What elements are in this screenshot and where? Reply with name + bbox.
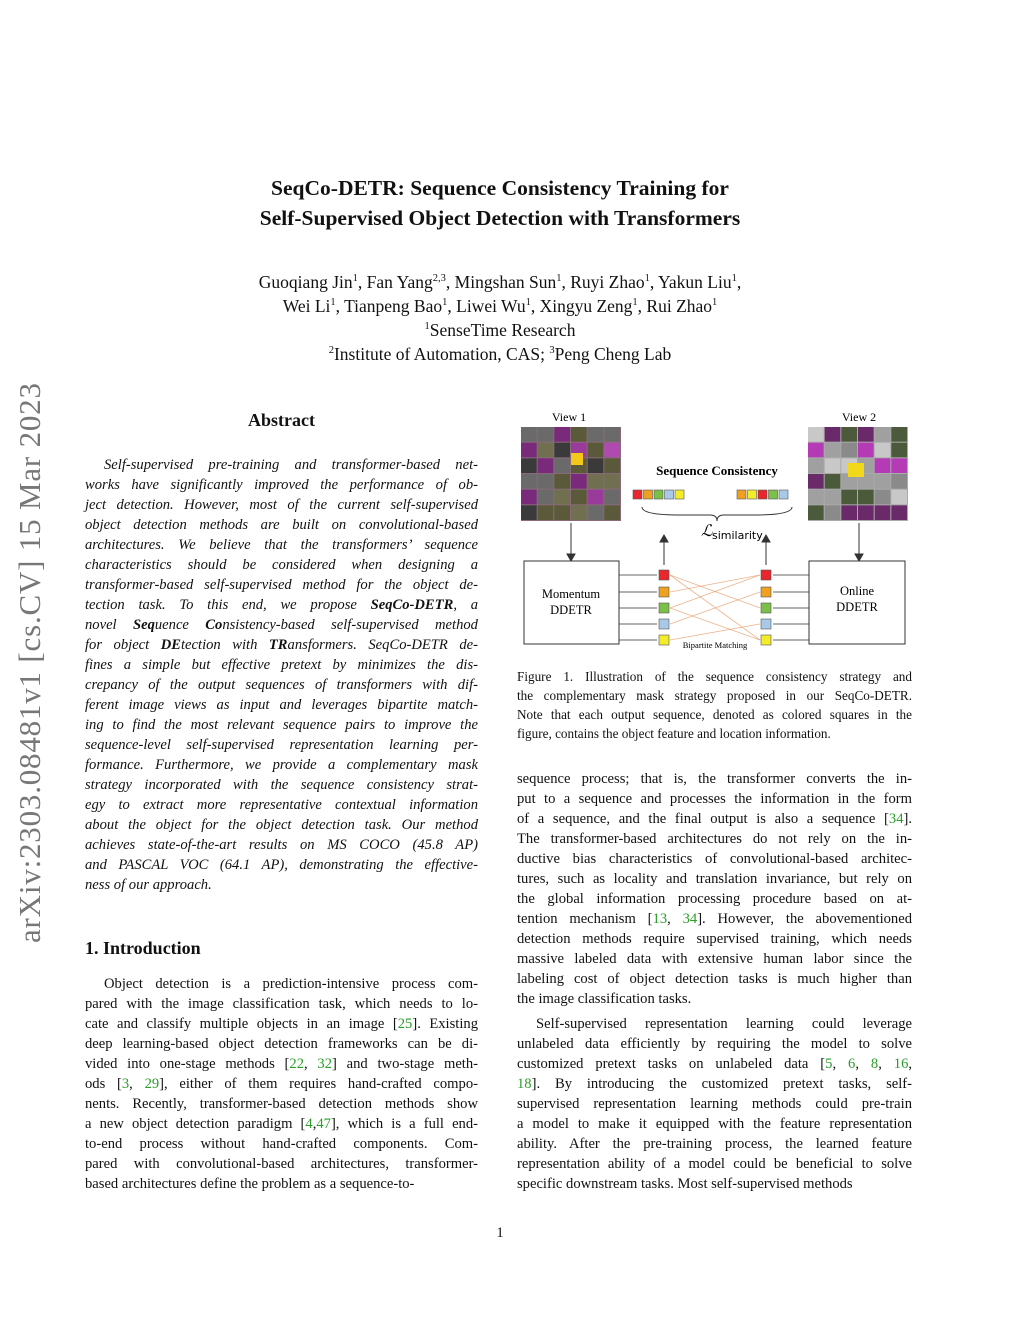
right-p1-line: ductive bias characteristics of convolutional-based architec- — [517, 851, 912, 867]
right-p2-line: representation ability of a model could be beneficial to solve — [517, 1156, 912, 1172]
mosaic-tile — [808, 427, 824, 442]
mosaic-tile — [858, 505, 874, 520]
author-line-2 — [0, 294, 1000, 318]
figure-1-diagram — [515, 405, 915, 660]
abstract-line: works have significantly improved the performance of ob- — [85, 477, 478, 493]
mosaic-tile — [841, 443, 857, 458]
caption-line: the complementary mask strategy proposed in our SeqCo-DETR. — [517, 688, 912, 703]
mosaic-tile — [891, 474, 907, 489]
mosaic-tile — [825, 505, 841, 520]
introduction-line: cate and classify multiple objects in an image [25]. Existing — [85, 1016, 478, 1032]
abstract-line: tection task. To this end, we propose SeqCo-DETR, a — [85, 597, 478, 613]
bird-highlight — [571, 453, 583, 465]
right-p1-line: put to a sequence and processes the information in the form — [517, 791, 912, 807]
abstract-line: sequence-level self-supervised representation learning per- — [85, 737, 478, 753]
momentum-label-line-2: DDETR — [550, 603, 592, 617]
mosaic-tile — [571, 490, 587, 505]
view-2-image — [808, 427, 908, 521]
page-number: 1 — [496, 1225, 504, 1241]
sequence-brace — [642, 507, 792, 521]
right-p2-line: Self-supervised representation learning could leverage — [536, 1016, 912, 1032]
figure-1-caption — [517, 667, 912, 743]
mosaic-tile — [588, 458, 604, 473]
introduction-line: pared with the image classification task, which needs to lo- — [85, 996, 478, 1012]
author-3: Ruyi Zhao$^1$, — [570, 272, 658, 292]
right-p2-line: ability. After the pre-training process, the learned feature — [517, 1136, 912, 1152]
introduction-line: pared with convolutional-based architectures, transformer- — [85, 1156, 478, 1172]
mosaic-tile — [521, 474, 537, 489]
mosaic-tile — [858, 427, 874, 442]
mosaic-tile — [825, 474, 841, 489]
sequence-left — [633, 490, 684, 499]
mosaic-tile — [588, 490, 604, 505]
abstract-line: strategy incorporated with the sequence consistency strat- — [85, 777, 478, 793]
right-p1-line: tures, such as locality and translation invariance, but rely on — [517, 871, 912, 887]
mosaic-tile — [875, 443, 891, 458]
mosaic-tile — [825, 427, 841, 442]
seq-left-token-3 — [665, 490, 674, 499]
mosaic-tile — [604, 474, 620, 489]
right-output-3 — [761, 619, 771, 629]
mosaic-tile — [875, 427, 891, 442]
mosaic-tile — [554, 505, 570, 520]
seq-left-token-2 — [654, 490, 663, 499]
right-column-paragraph-1 — [517, 769, 912, 1009]
abstract-line: for object DEtection with TRansformers. SeqCo-DETR de- — [85, 637, 478, 653]
match-line-4 — [670, 624, 760, 640]
mosaic-tile — [891, 490, 907, 505]
left-output-2 — [659, 603, 669, 613]
section-heading-introduction: 1. Introduction — [85, 938, 201, 958]
mosaic-tile — [538, 427, 554, 442]
mosaic-tile — [538, 490, 554, 505]
mosaic-tile — [521, 427, 537, 442]
output-column-left — [659, 570, 669, 645]
seq-left-token-1 — [644, 490, 653, 499]
bipartite-matching-lines — [619, 575, 809, 640]
abstract-line: Self-supervised pre-training and transformer-based net- — [104, 457, 478, 473]
mosaic-tile — [825, 443, 841, 458]
right-p2-line: unlabeled data efficiently by requiring the model to solve — [517, 1036, 912, 1052]
abstract-line: ing to find the most relevant sequence pairs to improve the — [85, 717, 478, 733]
seq-right-token-4 — [779, 490, 788, 499]
bird-highlight — [848, 463, 864, 477]
mosaic-tile — [841, 490, 857, 505]
caption-line: Figure 1. Illustration of the sequence consistency strategy and — [517, 669, 912, 684]
mosaic-tile — [841, 427, 857, 442]
view-1-label: View 1 — [551, 410, 587, 424]
right-p2-line: a model to make it equipped with the feature representation — [517, 1116, 912, 1132]
mosaic-tile — [604, 490, 620, 505]
mosaic-tile — [521, 458, 537, 473]
author-b-0: Wei Li$^1$, — [282, 296, 345, 316]
mosaic-tile — [521, 505, 537, 520]
paper-title — [0, 173, 1000, 233]
loss-symbol: ℒ — [701, 521, 713, 540]
introduction-line: to-end process without hand-crafted components. Com- — [85, 1136, 478, 1152]
match-line-5 — [670, 575, 760, 640]
mosaic-tile — [554, 443, 570, 458]
mosaic-tile — [604, 505, 620, 520]
abstract-line: achieves state-of-the-art results on MS COCO (45.8 AP) — [85, 837, 478, 853]
mosaic-tile — [554, 490, 570, 505]
abstract-line: about the object for the object detection task. Our method — [85, 817, 478, 833]
mosaic-tile — [841, 505, 857, 520]
mosaic-tile — [891, 443, 907, 458]
mosaic-tile — [875, 458, 891, 473]
mosaic-tile — [554, 474, 570, 489]
match-line-3 — [670, 592, 760, 624]
mosaic-tile — [858, 490, 874, 505]
seq-right-token-1 — [748, 490, 757, 499]
output-column-right — [761, 570, 771, 645]
right-p2-line: 18]. By introducing the customized pretext tasks, self- — [517, 1076, 912, 1092]
author-block — [0, 270, 1000, 366]
arxiv-stamp: arXiv:2303.08481v1 [cs.CV] 15 Mar 2023 — [12, 382, 47, 943]
mosaic-tile — [808, 505, 824, 520]
mosaic-tile — [808, 443, 824, 458]
introduction-line: ods [3, 29], either of them requires hand-crafted compo- — [85, 1076, 478, 1092]
abstract-line: ject detection. However, most of the current self-supervised — [85, 497, 478, 513]
abstract-line: ness of our approach. — [85, 877, 212, 893]
right-output-0 — [761, 570, 771, 580]
loss-subscript: similarity — [712, 529, 763, 542]
seq-left-token-0 — [633, 490, 642, 499]
mosaic-tile — [825, 458, 841, 473]
mosaic-tile — [571, 505, 587, 520]
mosaic-tile — [588, 427, 604, 442]
introduction-line: vided into one-stage methods [22, 32] and two-stage meth- — [85, 1056, 479, 1072]
mosaic-tile — [588, 474, 604, 489]
mosaic-tile — [891, 458, 907, 473]
introduction-line: nents. Recently, transformer-based detection methods show — [85, 1096, 478, 1112]
mosaic-tile — [521, 443, 537, 458]
introduction-line: a new object detection paradigm [4,47], which is a full end- — [85, 1116, 478, 1132]
abstract-heading: Abstract — [248, 410, 315, 430]
mosaic-tile — [538, 474, 554, 489]
mosaic-tile — [604, 443, 620, 458]
right-p1-line: the image classification tasks. — [517, 991, 692, 1007]
left-output-3 — [659, 619, 669, 629]
left-output-0 — [659, 570, 669, 580]
seq-right-token-0 — [737, 490, 746, 499]
mosaic-tile — [808, 458, 824, 473]
introduction-line: deep learning-based object detection frameworks can be di- — [85, 1036, 478, 1052]
left-output-4 — [659, 635, 669, 645]
view-2-label: View 2 — [841, 410, 877, 424]
abstract-line: formance. Furthermore, we provide a complementary mask — [85, 757, 478, 773]
sequence-consistency-title: Sequence Consistency — [656, 463, 778, 478]
abstract-line: novel Sequence Consistency-based self-supervised method — [85, 617, 478, 633]
momentum-label-line-1: Momentum — [541, 587, 601, 601]
abstract-line: and PASCAL VOC (64.1 AP), demonstrating the effective- — [85, 857, 478, 873]
view-1-image — [521, 427, 621, 521]
caption-line: Note that each output sequence, denoted as colored squares in the — [517, 707, 912, 722]
abstract-line: crepancy of the output sequences of transformers with dif- — [85, 677, 478, 693]
mosaic-tile — [554, 458, 570, 473]
abstract-line: transformer-based self-supervised method for the object de- — [85, 577, 478, 593]
seq-left-token-4 — [675, 490, 684, 499]
right-output-2 — [761, 603, 771, 613]
abstract-line: fines a simple but effective pretext by minimizes the dis- — [85, 657, 478, 673]
mosaic-tile — [521, 490, 537, 505]
introduction-line: Object detection is a prediction-intensive process com- — [104, 976, 478, 992]
mosaic-tile — [604, 427, 620, 442]
match-line-2 — [670, 608, 760, 640]
right-p1-line: of a sequence, and the final output is also a sequence [34]. — [517, 811, 912, 827]
right-output-1 — [761, 587, 771, 597]
mosaic-tile — [538, 458, 554, 473]
mosaic-tile — [571, 474, 587, 489]
mosaic-tile — [538, 505, 554, 520]
mosaic-tile — [891, 427, 907, 442]
mosaic-tile — [604, 458, 620, 473]
mosaic-tile — [588, 443, 604, 458]
author-b-4: Rui Zhao$^1$ — [646, 296, 718, 316]
abstract-body — [85, 455, 478, 895]
mosaic-tile — [554, 427, 570, 442]
mosaic-tile — [588, 505, 604, 520]
mosaic-tile — [891, 505, 907, 520]
mosaic-tile — [538, 443, 554, 458]
seq-right-token-3 — [769, 490, 778, 499]
abstract-line: egy to extract more representative contextual information — [85, 797, 478, 813]
affiliation-1: $^1$SenseTime Research — [424, 320, 576, 340]
mosaic-tile — [808, 490, 824, 505]
author-2: Mingshan Sun$^1$, — [454, 272, 571, 292]
right-p1-line: sequence process; that is, the transformer converts the in- — [517, 771, 912, 787]
right-p1-line: detection methods require supervised training, which needs — [517, 931, 912, 947]
right-p1-line: labeling cost of object detection tasks is much higher than — [517, 971, 912, 987]
abstract-line: characteristics should be considered when designing a — [85, 557, 478, 573]
author-b-2: Liwei Wu$^1$, — [456, 296, 540, 316]
online-label-line-1: Online — [839, 584, 875, 598]
right-p2-line: supervised representation learning methods could pre-train — [517, 1096, 912, 1112]
mosaic-tile — [858, 443, 874, 458]
author-line-1 — [0, 270, 1000, 294]
mosaic-tile — [875, 505, 891, 520]
author-b-1: Tianpeng Bao$^1$, — [344, 296, 457, 316]
mosaic-tile — [825, 490, 841, 505]
online-label-line-2: DDETR — [836, 600, 878, 614]
bipartite-matching-label: Bipartite Matching — [682, 640, 748, 650]
mosaic-tile — [875, 490, 891, 505]
right-p1-line: tention mechanism [13, 34]. However, the abovementioned — [517, 911, 913, 927]
introduction-body — [85, 974, 478, 1194]
abstract-line: object detection methods are built on convolutional-based — [85, 517, 478, 533]
abstract-line: architectures. We believe that the transformers’ sequence — [85, 537, 478, 553]
right-column-paragraph-2 — [517, 1014, 912, 1194]
right-p2-line: customized pretext tasks on unlabeled data [5, 6, 8, 16, — [517, 1056, 913, 1072]
match-line-1 — [670, 575, 760, 592]
right-p1-line: massive labeled data with extensive human labor since the — [517, 951, 912, 967]
abstract-line: ferent image views as input and leverages bipartite match- — [85, 697, 478, 713]
right-p1-line: the global information processing procedure based on at- — [517, 891, 912, 907]
mosaic-tile — [808, 474, 824, 489]
seq-right-token-2 — [758, 490, 767, 499]
right-output-4 — [761, 635, 771, 645]
figure-1 — [515, 405, 915, 660]
affiliation-2: $^2$Institute of Automation, CAS; $^3$Peng Cheng Lab — [328, 344, 672, 364]
mosaic-tile — [571, 427, 587, 442]
right-p2-line: specific downstream tasks. Most self-supervised methods — [517, 1176, 853, 1192]
title-line-2: Self-Supervised Object Detection with Transformers — [259, 206, 741, 230]
right-p1-line: The transformer-based architectures do not rely on the in- — [517, 831, 912, 847]
author-0: Guoqiang Jin$^1$, — [258, 272, 367, 292]
left-output-1 — [659, 587, 669, 597]
author-4: Yakun Liu$^1$, — [657, 272, 742, 292]
mosaic-tile — [875, 474, 891, 489]
sequence-right — [737, 490, 788, 499]
introduction-line: based architectures define the problem as a sequence-to- — [85, 1176, 415, 1192]
title-line-1: SeqCo-DETR: Sequence Consistency Training for — [271, 176, 729, 200]
caption-line: figure, contains the object feature and location information. — [517, 726, 831, 741]
author-b-3: Xingyu Zeng$^1$, — [539, 296, 647, 316]
author-1: Fan Yang$^{2,3}$, — [366, 272, 455, 292]
